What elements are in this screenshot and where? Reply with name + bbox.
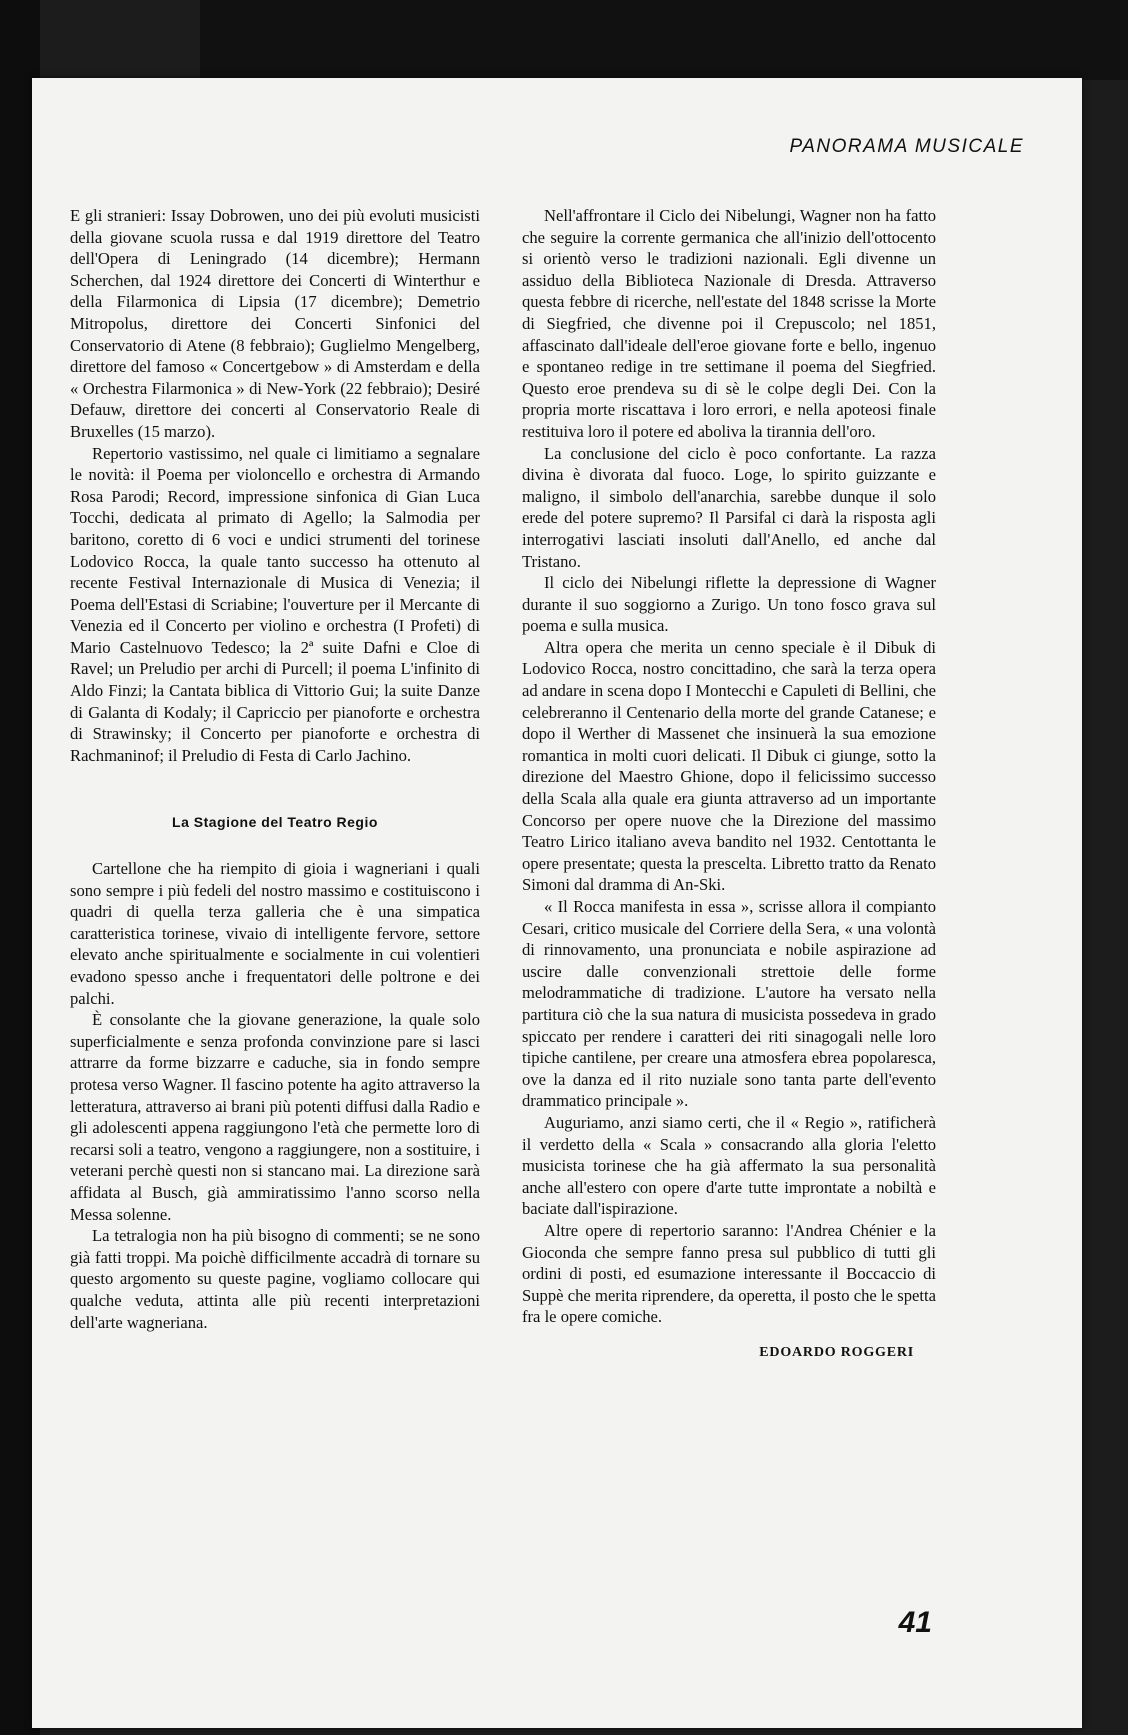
paragraph: È consolante che la giovane generazione, la quale solo superficialmente e senza profonda convinzione pare si lasci attrarre da forme bizzarre e caduche, sia in fondo sempre protesa verso Wagner. Il fascino potente ha agito attraverso la letteratura, attraverso ai brani più potenti diffusi dalla Radio e gli adolescenti appena raggiungono l'età che permette loro di recarsi soli a teatro, vengono a raggiungere, non a sostituire, i veterani perchè questi non si stancano mai. La direzione sarà affidata al Busch, già ammiratissimo l'anno scorso nella Messa solenne. [70, 1010, 480, 1224]
section-heading: La Stagione del Teatro Regio [172, 814, 378, 831]
left-column [70, 205, 480, 1333]
paragraph: Altre opere di repertorio saranno: l'Andrea Chénier e la Gioconda che sempre fanno presa sul pubblico di tutti gli ordini di posti, ed esumazione interessante il Boccaccio di Suppè che merita riprendere, da operetta, il posto che le spetta fra le opere comiche. [522, 1220, 936, 1327]
paragraph: Repertorio vastissimo, nel quale ci limitiamo a segnalare le novità: il Poema per violoncello e orchestra di Armando Rosa Parodi; Record, impressione sinfonica di Gian Luca Tocchi, dedicata al primato di Agello; la Salmodia per baritono, coretto di 6 voci e undici strumenti del torinese Lodovico Rocca, la quale tanto successo ha ottenuto al recente Festival Internazionale di Musica di Venezia; il Poema dell'Estasi di Scriabine; l'ouverture per il Mercante di Venezia ed il Concerto per violino e orchestra (I Profeti) di Mario Castelnuovo Tedesco; la 2ª suite Dafni e Cloe di Ravel; un Preludio per archi di Purcell; il poema L'infinito di Aldo Finzi; la Cantata biblica di Vittorio Gui; la suite Danze di Galanta di Kodaly; il Capriccio per pianoforte e orchestra di Strawinsky; il Concerto per pianoforte e orchestra di Rachmaninof; il Preludio di Festa di Carlo Jachino. [70, 443, 480, 765]
paragraph: « Il Rocca manifesta in essa », scrisse allora il compianto Cesari, critico musicale del Corriere della Sera, « una volontà di rinnovamento, una pronunciata e nobile aspirazione ad uscire dalle convenzionali strettoie delle forme melodrammatiche di tradizione. L'autore ha versato nella partitura ciò che la sua natura di musicista possedeva in grado spiccato per rendere i caratteri dei riti sinagogali nelle loro tipiche cantilene, per creare una atmosfera ebrea popolaresca, ove la danza ed il rito nuziale sono tanta parte dell'evento drammatico principale ». [522, 897, 936, 1111]
paragraph: Altra opera che merita un cenno speciale è il Dibuk di Lodovico Rocca, nostro concittadino, che sarà la terza opera ad andare in scena dopo I Montecchi e Capuleti di Bellini, che celebreranno il Centenario della morte del grande Catanese; e dopo il Werther di Massenet che insinuerà la sua emozione romantica in molti cuori delicati. Il Dibuk ci giunge, sotto la direzione del Maestro Ghione, dopo il felicissimo successo della Scala alla quale era giunta attraverso ad un importante Concorso per opere nuove che la Direzione del massimo Teatro Lirico italiano aveva bandito nel 1932. Centottanta le opere presentate; questa la prescelta. Libretto tratto da Renato Simoni dal dramma di An-Ski. [522, 637, 936, 895]
paragraph: La tetralogia non ha più bisogno di commenti; se ne sono già fatti troppi. Ma poichè difficilmente accadrà di tornare su questo argomento su queste pagine, vogliamo collocare qui qualche veduta, attinta alle più recenti interpretazioni dell'arte wagneriana. [70, 1226, 480, 1332]
paragraph: Cartellone che ha riempito di gioia i wagneriani i quali sono sempre i più fedeli del nostro massimo e costituiscono i quadri di quella terza galleria che è una simpatica caratteristica torinese, vivaio di intelligente fervore, settore elevato anche spiritualmente e socialmente in cui volentieri evadono spesso anche i frequentatori delle poltrone e dei palchi. [70, 859, 480, 1008]
author-byline: EDOARDO ROGGERI [759, 1344, 914, 1360]
paragraph: Nell'affrontare il Ciclo dei Nibelungi, Wagner non ha fatto che seguire la corrente germanica che all'inizio dell'ottocento si orientò verso le tradizioni nazionali. Egli divenne un assiduo della Biblioteca Nazionale di Dresda. Attraverso questa febbre di ricerche, nell'estate del 1848 scrisse la Morte di Siegfried, che divenne poi il Crepuscolo; nel 1851, affascinato dall'ideale dell'eroe giovane forte e bello, ingenuo e spontaneo redige in tre settimane il poema del Siegfried. Questo eroe prendeva su di sè le colpe degli Dei. Con la propria morte riscattava i loro errori, e nella apoteosi finale restituiva loro il potere ed aboliva la tirannia dell'oro. [522, 206, 936, 441]
paragraph: E gli stranieri: Issay Dobrowen, uno dei più evoluti musicisti della giovane scuola russa e dal 1919 direttore del Teatro dell'Opera di Leningrado (14 dicembre); Hermann Scherchen, dal 1924 direttore dei Concerti di Winterthur e della Filarmonica di Lipsia (17 dicembre); Demetrio Mitropolus, direttore dei Concerti Sinfonici del Conservatorio di Atene (8 febbraio); Guglielmo Mengelberg, direttore del famoso « Concertgebow » di Amsterdam e della « Orchestra Filarmonica » di New-York (22 febbraio); Desiré Defauw, direttore dei concerti al Conservatorio Reale di Bruxelles (15 marzo). [70, 206, 480, 441]
paragraph: La conclusione del ciclo è poco confortante. La razza divina è divorata dal fuoco. Loge, lo spirito guizzante e maligno, il simbolo dell'anarchia, sarebbe dunque il solo erede del potere supremo? Il Parsifal ci darà la risposta agli interrogativi lasciati insoluti dall'Anello, ed anche dal Tristano. [522, 443, 936, 571]
running-header: PANORAMA MUSICALE [789, 136, 1024, 157]
paragraph: Auguriamo, anzi siamo certi, che il « Regio », ratificherà il verdetto della « Scala » consacrando alla gloria l'eletto musicista torinese che ha già affermato la sua personalità anche all'estero con opere d'arte tutte improntate a nobiltà e baciate dall'ispirazione. [522, 1112, 936, 1219]
scan-top-bar [200, 0, 1128, 80]
paragraph: Il ciclo dei Nibelungi riflette la depressione di Wagner durante il suo soggiorno a Zurigo. Un tono fosco grava sul poema e sulla musica. [522, 573, 936, 636]
page-number: 41 [898, 1606, 932, 1639]
magazine-page [32, 78, 1082, 1728]
right-column [522, 205, 936, 1363]
